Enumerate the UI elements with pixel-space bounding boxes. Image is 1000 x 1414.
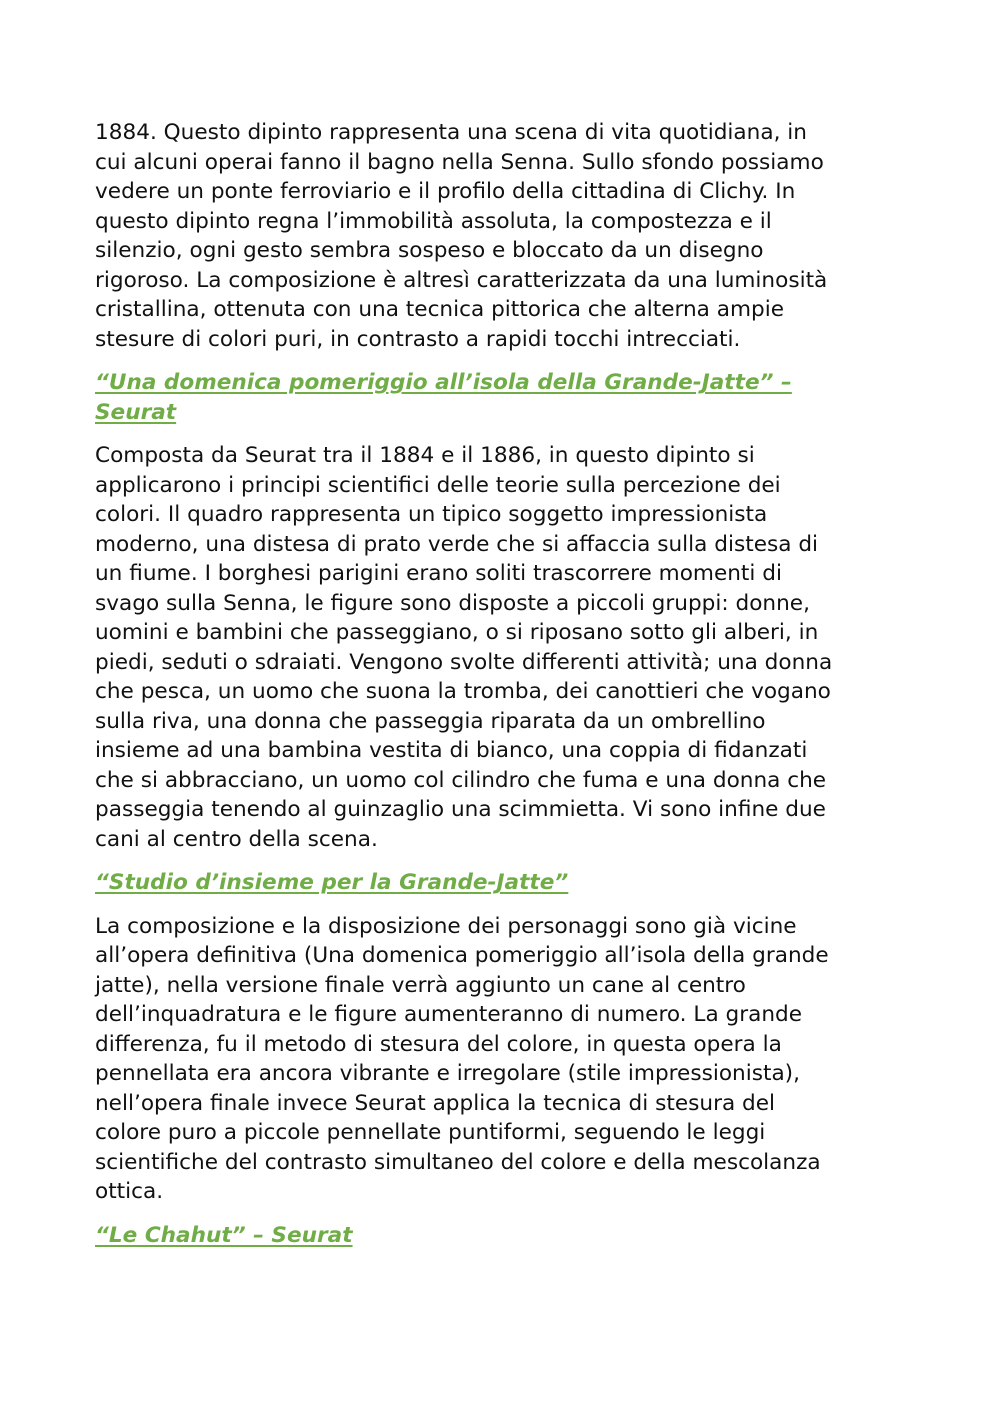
section-body-studio: La composizione e la disposizione dei personaggi sono già vicine all’opera definitiva (Una domenica pomeriggio all’isola della grande jatte), nella versione finale verrà aggiunto un cane al centro dell’inquadratura e le figure aumenteranno di numero. La grande differenza, fu il metodo di stesura del colore, in questa opera la pennellata era ancora vibrante e irregolare (stile impressionista), nell’opera finale invece Seurat applica la tecnica di stesura del colore puro a piccole pennellate puntiformi, seguendo le leggi scientifiche del contrasto simultaneo del colore e della mescolanza ottica. xyxy=(95,913,829,1204)
document-page xyxy=(95,118,910,1250)
section-body-grande-jatte: Composta da Seurat tra il 1884 e il 1886, in questo dipinto si applicarono i principi scientifici delle teorie sulla percezione dei colori. Il quadro rappresenta un tipico soggetto impressionista moderno, una distesa di prato verde che si affaccia sulla distesa di un fiume. I borghesi parigini erano soliti trascorrere momenti di svago sulla Senna, le figure sono disposte a piccoli gruppi: donne, uomini e bambini che passeggiano, o si riposano sotto gli alberi, in piedi, seduti o sdraiati. Vengono svolte differenti attività; una donna che pesca, un uomo che suona la tromba, dei canottieri che vogano sulla riva, una donna che passeggia riparata da un ombrellino insieme ad una bambina vestita di bianco, una coppia di fidanzati che si abbracciano, un uomo col cilindro che fuma e una donna che passeggia tenendo al guinzaglio una scimmietta. Vi sono infine due cani al centro della scena. xyxy=(95,443,833,852)
section-heading-le-chahut: “Le Chahut” – Seurat xyxy=(95,1222,353,1248)
section-heading-studio: “Studio d’insieme per la Grande-Jatte” xyxy=(95,870,569,895)
intro-paragraph: 1884. Questo dipinto rappresenta una scena di vita quotidiana, in cui alcuni operai fanno il bagno nella Senna. Sullo sfondo possiamo vedere un ponte ferroviario e il profilo della cittadina di Clichy. In questo dipinto regna l’immobilità assoluta, la compostezza e il silenzio, ogni gesto sembra sospeso e bloccato da un disegno rigoroso. La composizione è altresì caratterizzata da una luminosità cristallina, ottenuta con una tecnica pittorica che alterna ampie stesure di colori puri, in contrasto a rapidi tocchi intrecciati. xyxy=(95,120,828,352)
section-heading-grande-jatte: “Una domenica pomeriggio all’isola della Grande-Jatte” – Seurat xyxy=(95,370,792,425)
